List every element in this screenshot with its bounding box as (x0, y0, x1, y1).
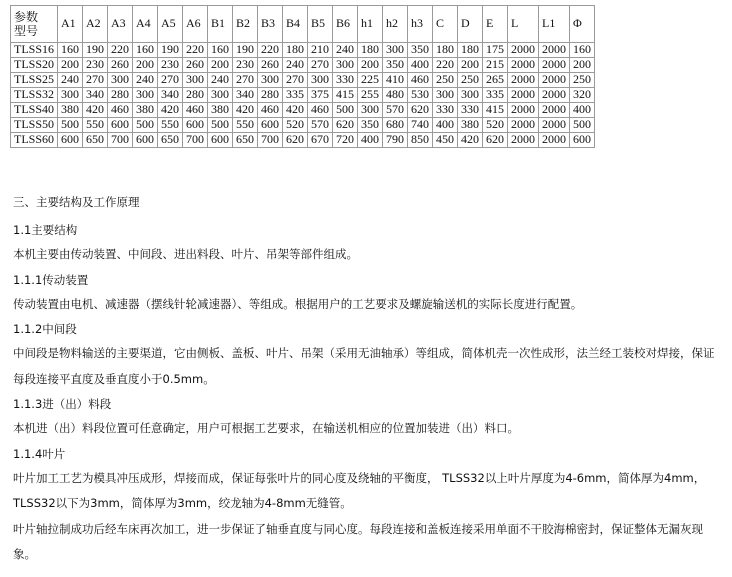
value-cell: 600 (570, 133, 595, 148)
value-cell: 375 (308, 88, 333, 103)
value-cell: 350 (408, 43, 433, 58)
value-cell: 190 (83, 43, 108, 58)
value-cell: 300 (308, 73, 333, 88)
value-cell: 230 (158, 58, 183, 73)
value-cell: 700 (183, 133, 208, 148)
value-cell: 2000 (508, 73, 539, 88)
value-cell: 240 (133, 73, 158, 88)
value-cell: 415 (483, 103, 508, 118)
value-cell: 300 (458, 88, 483, 103)
value-cell: 415 (333, 88, 358, 103)
value-cell: 420 (233, 103, 258, 118)
value-cell: 620 (283, 133, 308, 148)
value-cell: 600 (108, 118, 133, 133)
value-cell: 680 (383, 118, 408, 133)
column-header: B2 (233, 6, 258, 43)
value-cell: 175 (483, 43, 508, 58)
value-cell: 350 (358, 118, 383, 133)
paragraph-inlet-outlet: 本机进（出）料段位置可任意确定，用户可根据工艺要求，在输送机相应的位置加装进（出）料口。 (13, 421, 519, 435)
column-header: B3 (258, 6, 283, 43)
value-cell: 460 (308, 103, 333, 118)
column-header: L1 (539, 6, 570, 43)
subsection-title-main-structure: 1.1主要结构 (13, 223, 78, 237)
value-cell: 280 (258, 88, 283, 103)
value-cell: 220 (258, 43, 283, 58)
value-cell: 2000 (539, 58, 570, 73)
model-cell: TLSS50 (11, 118, 58, 133)
value-cell: 2000 (508, 88, 539, 103)
paragraph-drive-unit: 传动装置由电机、减速器（摆线针轮减速器）、等组成。根据用户的工艺要求及螺旋输送机的实际长度进行配置。 (13, 296, 583, 311)
value-cell: 260 (183, 58, 208, 73)
model-cell: TLSS16 (11, 43, 58, 58)
value-cell: 700 (108, 133, 133, 148)
value-cell: 300 (183, 73, 208, 88)
column-header: A1 (58, 6, 83, 43)
value-cell: 250 (570, 73, 595, 88)
value-cell: 550 (233, 118, 258, 133)
value-cell: 200 (458, 58, 483, 73)
value-cell: 200 (133, 58, 158, 73)
value-cell: 850 (408, 133, 433, 148)
paragraph-blade-process: 叶片加工工艺为模具冲压成形，焊接而成，保证每张叶片的同心度及绕轴的平衡度， TLSS32以上叶片厚度为4-6mm，简体厚为4mm，TLSS32以下为3mm，简体厚为3mm，绞龙轴为4-8mm无缝管。 (13, 470, 706, 510)
value-cell: 160 (570, 43, 595, 58)
value-cell: 500 (208, 118, 233, 133)
value-cell: 530 (408, 88, 433, 103)
column-header: A4 (133, 6, 158, 43)
value-cell: 260 (108, 58, 133, 73)
table-row (11, 88, 595, 103)
column-header: B1 (208, 6, 233, 43)
value-cell: 600 (133, 133, 158, 148)
model-cell: TLSS60 (11, 133, 58, 148)
value-cell: 180 (283, 43, 308, 58)
value-cell: 2000 (539, 118, 570, 133)
value-cell: 790 (383, 133, 408, 148)
column-header: A6 (183, 6, 208, 43)
value-cell: 400 (408, 58, 433, 73)
column-header: L (508, 6, 539, 43)
value-cell: 240 (208, 73, 233, 88)
value-cell: 620 (483, 133, 508, 148)
table-row (11, 73, 595, 88)
column-header: B6 (333, 6, 358, 43)
value-cell: 420 (458, 133, 483, 148)
value-cell: 500 (333, 103, 358, 118)
value-cell: 460 (108, 103, 133, 118)
value-cell: 420 (158, 103, 183, 118)
value-cell: 500 (58, 118, 83, 133)
model-cell: TLSS20 (11, 58, 58, 73)
value-cell: 340 (158, 88, 183, 103)
value-cell: 210 (308, 43, 333, 58)
value-cell: 480 (383, 88, 408, 103)
value-cell: 180 (458, 43, 483, 58)
value-cell: 180 (358, 43, 383, 58)
value-cell: 600 (208, 133, 233, 148)
value-cell: 330 (333, 73, 358, 88)
value-cell: 320 (570, 88, 595, 103)
value-cell: 200 (208, 58, 233, 73)
table-row (11, 58, 595, 73)
value-cell: 380 (458, 118, 483, 133)
document-body (13, 192, 725, 568)
value-cell: 250 (433, 73, 458, 88)
subsection-title-drive-unit: 1.1.1传动装置 (13, 272, 89, 287)
value-cell: 460 (183, 103, 208, 118)
column-header: A3 (108, 6, 133, 43)
value-cell: 335 (283, 88, 308, 103)
value-cell: 670 (308, 133, 333, 148)
value-cell: 380 (208, 103, 233, 118)
value-cell: 380 (133, 103, 158, 118)
value-cell: 200 (570, 58, 595, 73)
value-cell: 300 (358, 103, 383, 118)
value-cell: 460 (408, 73, 433, 88)
value-cell: 270 (83, 73, 108, 88)
spec-header-row (11, 6, 595, 43)
value-cell: 190 (158, 43, 183, 58)
table-row (11, 43, 595, 58)
value-cell: 270 (233, 73, 258, 88)
value-cell: 200 (58, 58, 83, 73)
value-cell: 400 (358, 133, 383, 148)
value-cell: 240 (58, 73, 83, 88)
table-row (11, 103, 595, 118)
model-cell: TLSS25 (11, 73, 58, 88)
value-cell: 570 (308, 118, 333, 133)
paragraph-middle-section: 中间段是物料输送的主要渠道，它由侧板、盖板、叶片、吊架（采用无油轴承）等组成，简体机壳一次性成形，法兰经工装校对焊接，保证每段连接平直度及垂直度小于0.5mm。 (13, 346, 715, 386)
column-header: A5 (158, 6, 183, 43)
value-cell: 2000 (539, 133, 570, 148)
header-corner-cell (11, 6, 58, 43)
value-cell: 255 (358, 88, 383, 103)
value-cell: 270 (308, 58, 333, 73)
spec-table (10, 5, 595, 148)
value-cell: 2000 (539, 88, 570, 103)
subsection-title-middle-section: 1.1.2中间段 (13, 322, 77, 336)
paragraph-main-structure: 本机主要由传动装置、中间段、进出料段、叶片、吊架等部件组成。 (13, 247, 358, 261)
value-cell: 2000 (508, 118, 539, 133)
value-cell: 420 (283, 103, 308, 118)
value-cell: 180 (433, 43, 458, 58)
value-cell: 300 (333, 58, 358, 73)
column-header: h1 (358, 6, 383, 43)
value-cell: 160 (58, 43, 83, 58)
value-cell: 570 (383, 103, 408, 118)
value-cell: 300 (58, 88, 83, 103)
value-cell: 2000 (508, 58, 539, 73)
column-header: E (483, 6, 508, 43)
value-cell: 280 (183, 88, 208, 103)
value-cell: 720 (333, 133, 358, 148)
column-header: h2 (383, 6, 408, 43)
value-cell: 350 (383, 58, 408, 73)
section-title: 三、主要结构及工作原理 (13, 195, 140, 209)
value-cell: 300 (433, 88, 458, 103)
column-header: h3 (408, 6, 433, 43)
value-cell: 2000 (508, 43, 539, 58)
column-header: C (433, 6, 458, 43)
value-cell: 420 (83, 103, 108, 118)
value-cell: 500 (133, 118, 158, 133)
value-cell: 550 (83, 118, 108, 133)
header-corner-model: 型号 (14, 24, 39, 38)
value-cell: 230 (83, 58, 108, 73)
column-header: D (458, 6, 483, 43)
value-cell: 650 (158, 133, 183, 148)
value-cell: 250 (458, 73, 483, 88)
column-header: B5 (308, 6, 333, 43)
model-cell: TLSS32 (11, 88, 58, 103)
value-cell: 265 (483, 73, 508, 88)
value-cell: 450 (433, 133, 458, 148)
value-cell: 500 (570, 118, 595, 133)
value-cell: 380 (58, 103, 83, 118)
value-cell: 330 (458, 103, 483, 118)
value-cell: 240 (283, 58, 308, 73)
value-cell: 600 (258, 118, 283, 133)
value-cell: 215 (483, 58, 508, 73)
value-cell: 160 (208, 43, 233, 58)
value-cell: 220 (108, 43, 133, 58)
value-cell: 620 (408, 103, 433, 118)
value-cell: 240 (333, 43, 358, 58)
value-cell: 520 (483, 118, 508, 133)
value-cell: 2000 (539, 73, 570, 88)
value-cell: 220 (183, 43, 208, 58)
value-cell: 200 (358, 58, 383, 73)
column-header: Φ (570, 6, 595, 43)
value-cell: 2000 (508, 103, 539, 118)
value-cell: 400 (570, 103, 595, 118)
value-cell: 225 (358, 73, 383, 88)
value-cell: 340 (83, 88, 108, 103)
value-cell: 2000 (508, 133, 539, 148)
spec-table-body (11, 43, 595, 148)
value-cell: 2000 (539, 103, 570, 118)
model-cell: TLSS40 (11, 103, 58, 118)
value-cell: 600 (183, 118, 208, 133)
value-cell: 740 (408, 118, 433, 133)
column-header: A2 (83, 6, 108, 43)
value-cell: 620 (333, 118, 358, 133)
column-header: B4 (283, 6, 308, 43)
value-cell: 270 (158, 73, 183, 88)
value-cell: 520 (283, 118, 308, 133)
value-cell: 160 (133, 43, 158, 58)
value-cell: 220 (433, 58, 458, 73)
value-cell: 330 (433, 103, 458, 118)
value-cell: 700 (258, 133, 283, 148)
table-row (11, 118, 595, 133)
paragraph-blade-shaft: 叶片轴拉制成功后经车床再次加工，进一步保证了轴垂直度与同心度。每段连接和盖板连接采用单面不干胶海棉密封，保证整体无漏灰现象。 (13, 521, 703, 561)
value-cell: 280 (108, 88, 133, 103)
value-cell: 2000 (539, 43, 570, 58)
value-cell: 400 (433, 118, 458, 133)
header-corner-param: 参数 (14, 10, 39, 24)
value-cell: 190 (233, 43, 258, 58)
value-cell: 460 (258, 103, 283, 118)
value-cell: 300 (108, 73, 133, 88)
table-row (11, 133, 595, 148)
subsection-title-inlet-outlet: 1.1.3进（出）料段 (13, 397, 112, 411)
value-cell: 270 (283, 73, 308, 88)
subsection-title-blade: 1.1.4叶片 (13, 446, 66, 461)
value-cell: 300 (258, 73, 283, 88)
value-cell: 650 (83, 133, 108, 148)
value-cell: 410 (383, 73, 408, 88)
value-cell: 335 (483, 88, 508, 103)
value-cell: 300 (133, 88, 158, 103)
value-cell: 550 (158, 118, 183, 133)
value-cell: 260 (258, 58, 283, 73)
value-cell: 650 (233, 133, 258, 148)
value-cell: 230 (233, 58, 258, 73)
value-cell: 300 (383, 43, 408, 58)
value-cell: 340 (233, 88, 258, 103)
value-cell: 300 (208, 88, 233, 103)
value-cell: 600 (58, 133, 83, 148)
